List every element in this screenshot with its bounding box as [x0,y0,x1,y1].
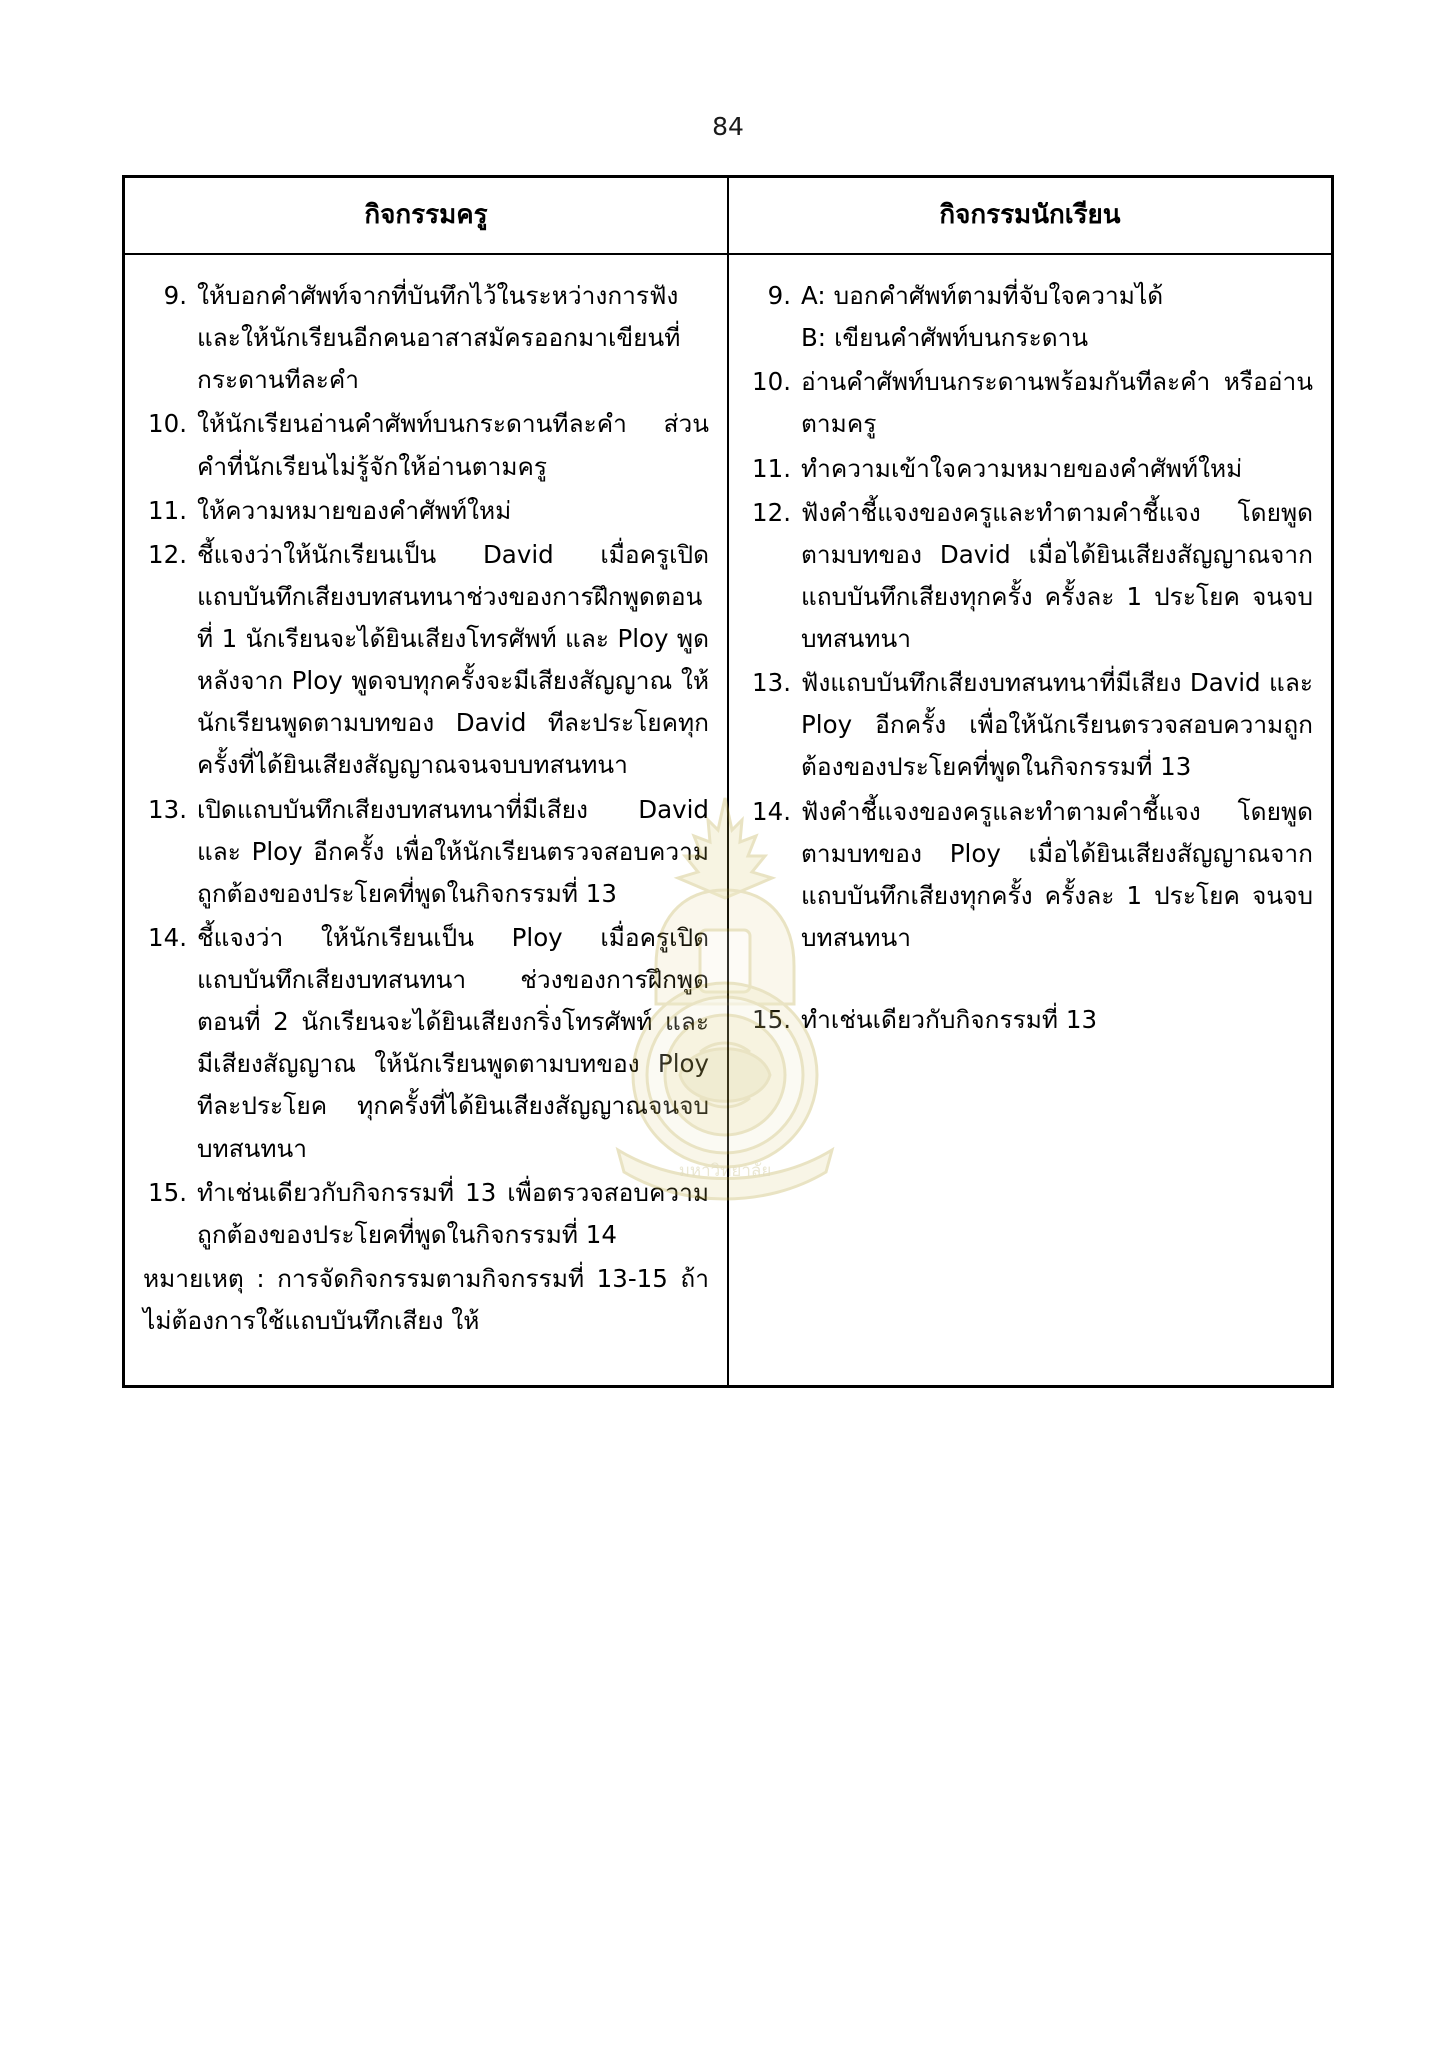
item-number: 12. [148,539,187,569]
list-item [747,662,1313,788]
svg-text:มหาวิทยาลัย: มหาวิทยาลัย [678,1161,772,1181]
student-activities-list [729,255,1331,1385]
item-text: ให้ความหมายของคำศัพท์ใหม่ [197,495,512,525]
item-text: ทำเช่นเดียวกับกิจกรรมที่ 13 เพื่อตรวจสอบความถูกต้องของประโยคที่พูดในกิจกรรมที่ 14 [197,1177,709,1249]
item-number: 10. [148,409,187,439]
activities-table [122,175,1334,1388]
item-number: 12. [752,497,791,527]
item-text: ฟังแถบบันทึกเสียงบทสนทนาที่มีเสียง David และ Ploy อีกครั้ง เพื่อให้นักเรียนตรวจสอบความถูกต้องของประโยคที่พูดในกิจกรรมที่ 13 [801,668,1313,782]
list-item [747,791,1313,960]
item-number: 15. [148,1177,187,1207]
teacher-activities-cell [124,254,729,1387]
sub-line [801,317,1313,359]
spacer [747,961,1313,999]
list-item [747,999,1313,1041]
item-text [801,275,1313,359]
item-text: อ่านคำศัพท์บนกระดานพร้อมกันทีละคำ หรืออ่านตามครู [801,367,1313,439]
list-item [143,789,709,915]
item-text: ชี้แจงว่าให้นักเรียนเป็น David เมื่อครูเปิดแถบบันทึกเสียงบทสนทนาช่วงของการฝึกพูดตอนที่ 1 นักเรียนจะได้ยินเสียงโทรศัพท์ และ Ploy พูด หลังจาก Ploy พูดจบทุกครั้งจะมีเสียงสัญญาณ ให้นักเรียนพูดตามบทของ David ทีละประโยคทุกครั้งที่ได้ยินเสียงสัญญาณจนจบบทสนทนา [197,539,709,780]
sub-line [801,275,1313,317]
sub-line-text: เขียนคำศัพท์บนกระดาน [834,323,1089,353]
item-number: 10. [752,367,791,397]
table-header-row [124,177,1333,255]
list-item [143,917,709,1170]
item-number: 15. [752,1005,791,1034]
list-item [747,448,1313,490]
list-item [747,361,1313,445]
list-item [747,492,1313,661]
item-text: เปิดแถบบันทึกเสียงบทสนทนาที่มีเสียง David และ Ploy อีกครั้ง เพื่อให้นักเรียนตรวจสอบความถูกต้องของประโยคที่พูดในกิจกรรมที่ 13 [197,794,709,908]
list-item [747,275,1313,359]
item-text: ฟังคำชี้แจงของครูและทำตามคำชี้แจง โดยพูดตามบทของ David เมื่อได้ยินเสียงสัญญาณจากแถบบันทึกเสียงทุกครั้ง ครั้งละ 1 ประโยค จนจบบทสนทนา [801,497,1313,653]
list-item [143,534,709,787]
item-number: 13. [148,794,187,824]
item-number: 11. [148,495,187,525]
item-text: ทำความเข้าใจความหมายของคำศัพท์ใหม่ [801,453,1243,483]
speaker-label-b: B: [801,323,827,353]
column-header-teacher: กิจกรรมครู [124,177,729,255]
item-number: 11. [752,453,791,483]
column-header-student: กิจกรรมนักเรียน [728,177,1333,255]
item-number: 9. [767,281,791,310]
page-number: 84 [712,112,744,141]
student-activities-cell [728,254,1333,1387]
list-item [143,1172,709,1256]
item-number: 14. [752,796,791,826]
item-number: 13. [752,668,791,698]
item-text: ให้นักเรียนอ่านคำศัพท์บนกระดานทีละคำ ส่วนคำที่นักเรียนไม่รู้จักให้อ่านตามครู [197,409,709,481]
item-number: 9. [163,281,187,310]
item-text: ให้บอกคำศัพท์จากที่บันทึกไว้ในระหว่างการฟัง และให้นักเรียนอีกคนอาสาสมัครออกมาเขียนที่กระดานทีละคำ [197,281,681,395]
item-text: ทำเช่นเดียวกับกิจกรรมที่ 13 [801,1005,1098,1034]
speaker-label-a: A: [801,281,826,310]
item-number: 14. [148,922,187,952]
table-row [124,254,1333,1387]
list-item [143,490,709,532]
sub-line-text: บอกคำศัพท์ตามที่จับใจความได้ [833,281,1164,310]
list-item [143,275,709,401]
item-text: ชี้แจงว่า ให้นักเรียนเป็น Ploy เมื่อครูเปิดแถบบันทึกเสียงบทสนทนา ช่วงของการฝึกพูดตอนที่ 2 นักเรียนจะได้ยินเสียงกริ่งโทรศัพท์ และมีเสียงสัญญาณ ให้นักเรียนพูดตามบทของ Ploy ทีละประโยค ทุกครั้งที่ได้ยินเสียงสัญญาณจนจบบทสนทนา [197,922,709,1163]
teacher-activities-list [125,255,727,1385]
teacher-note: หมายเหตุ : การจัดกิจกรรมตามกิจกรรมที่ 13-15 ถ้าไม่ต้องการใช้แถบบันทึกเสียง ให้ [143,1263,709,1335]
list-item [143,403,709,487]
item-text: ฟังคำชี้แจงของครูและทำตามคำชี้แจง โดยพูดตามบทของ Ploy เมื่อได้ยินเสียงสัญญาณจากแถบบันทึกเสียงทุกครั้ง ครั้งละ 1 ประโยค จนจบบทสนทนา [801,796,1313,952]
